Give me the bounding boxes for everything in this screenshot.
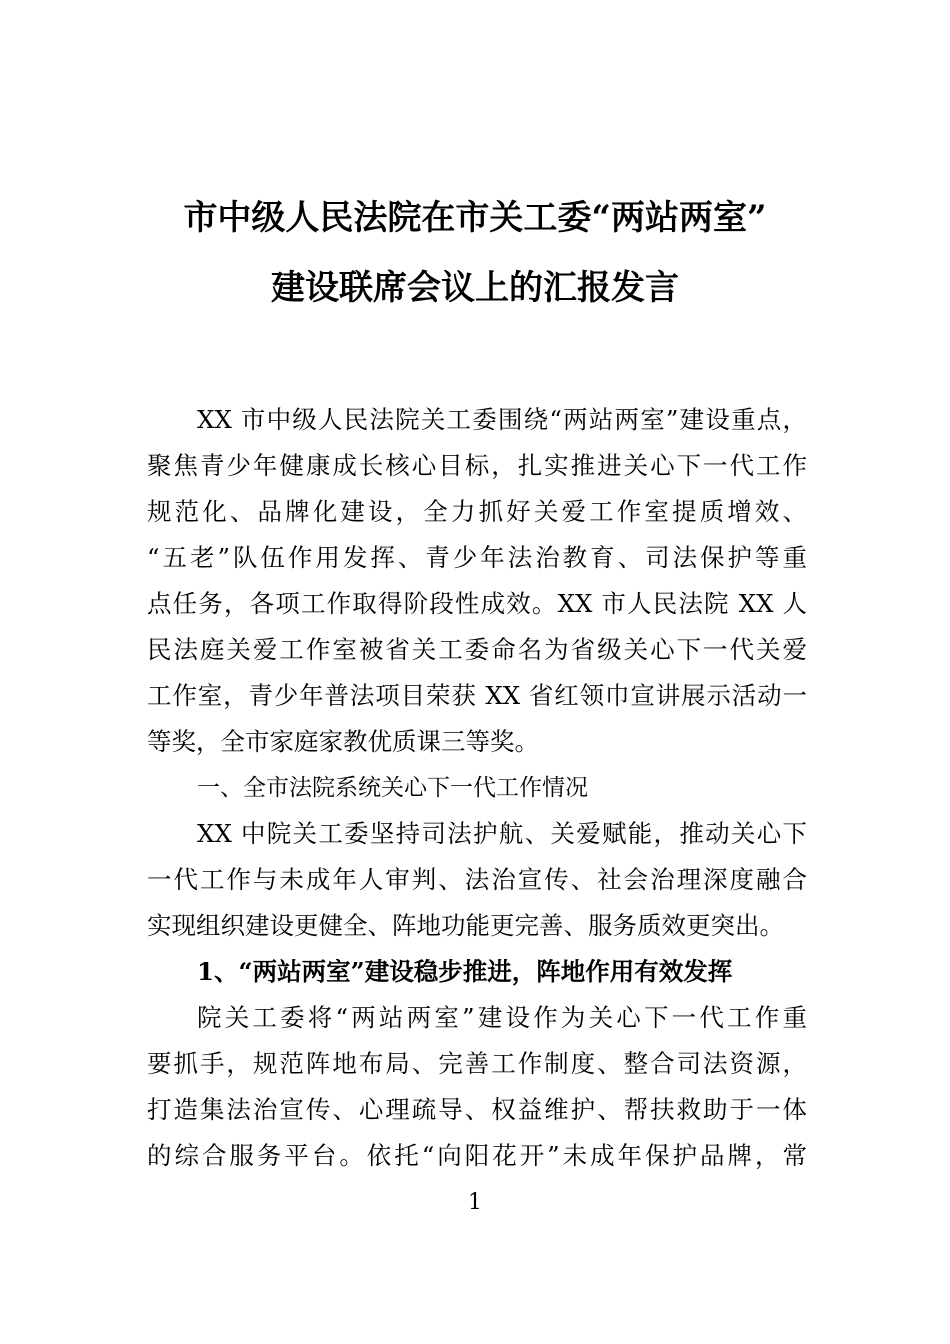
paragraph-1-line-3: 规范化、品牌化建设，全力抓好关爱工作室提质增效、 xyxy=(147,497,807,526)
paragraph-1-line-8: 等奖，全市家庭家教优质课三等奖。 xyxy=(147,727,539,756)
paragraph-1-line-4: “五老”队伍作用发挥、青少年法治教育、司法保护等重 xyxy=(147,543,807,572)
paragraph-1-line-2: 聚焦青少年健康成长核心目标，扎实推进关心下一代工作 xyxy=(147,451,807,480)
paragraph-2-line-3: 实现组织建设更健全、阵地功能更完善、服务质效更突出。 xyxy=(147,911,784,940)
paragraph-2-line-1: XX 中院关工委坚持司法护航、关爱赋能，推动关心下 xyxy=(197,819,807,848)
document-title-line-1: 市中级人民法院在市关工委“两站两室” xyxy=(183,198,767,238)
subsection-heading-1: 1、“两站两室”建设稳步推进，阵地作用有效发挥 xyxy=(197,957,733,986)
page-number: 1 xyxy=(468,1190,482,1215)
paragraph-3-line-4: 的综合服务平台。依托“向阳花开”未成年保护品牌，常 xyxy=(147,1141,807,1170)
paragraph-3-line-3: 打造集法治宣传、心理疏导、权益维护、帮扶救助于一体 xyxy=(147,1095,807,1124)
paragraph-1-line-1: XX 市中级人民法院关工委围绕“两站两室”建设重点， xyxy=(197,405,807,434)
paragraph-3-line-2: 要抓手，规范阵地布局、完善工作制度、整合司法资源， xyxy=(147,1049,807,1078)
document-body xyxy=(147,397,807,1179)
paragraph-1-line-6: 民法庭关爱工作室被省关工委命名为省级关心下一代关爱 xyxy=(147,635,807,664)
document-title-line-2: 建设联席会议上的汇报发言 xyxy=(271,268,679,308)
paragraph-1-line-5: 点任务，各项工作取得阶段性成效。XX 市人民法院 XX 人 xyxy=(147,589,807,618)
paragraph-2-line-2: 一代工作与未成年人审判、法治宣传、社会治理深度融合 xyxy=(147,865,807,894)
paragraph-3-line-1: 院关工委将“两站两室”建设作为关心下一代工作重 xyxy=(197,1003,807,1032)
section-heading-1: 一、全市法院系统关心下一代工作情况 xyxy=(197,775,588,801)
paragraph-1-line-7: 工作室，青少年普法项目荣获 XX 省红领巾宣讲展示活动一 xyxy=(147,681,807,710)
